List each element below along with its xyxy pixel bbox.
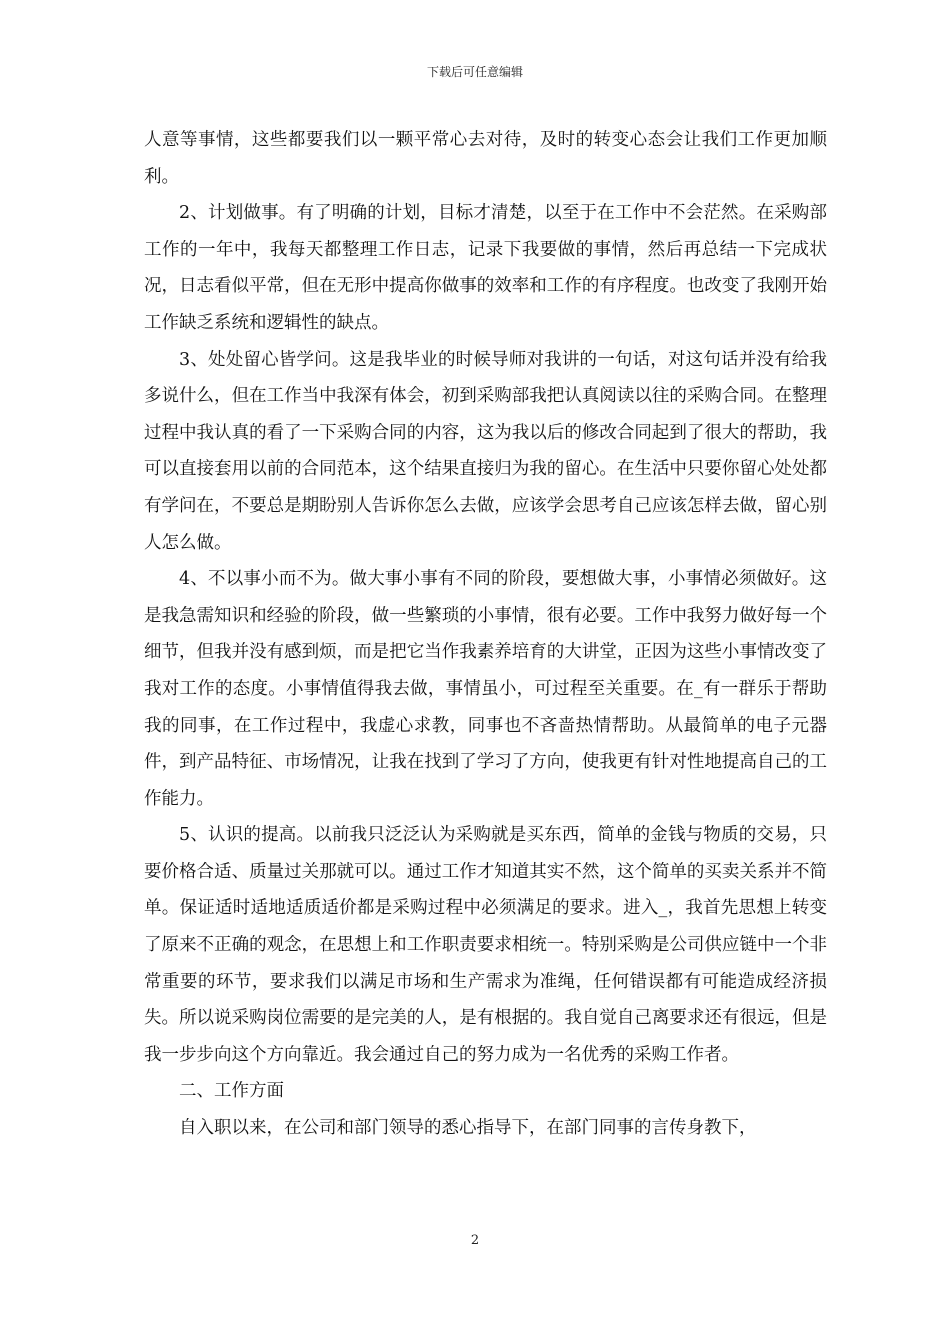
document-body [144,122,827,1147]
page-header: 下载后可任意编辑 [426,65,523,79]
paragraph-small-things: 4、不以事小而不为。做大事小事有不同的阶段，要想做大事，小事情必须做好。这是我急需知识和经验的阶段，做一些繁琐的小事情，很有必要。工作中我努力做好每一个细节，但我并没有感到烦，而是把它当作我素养培育的大讲堂，正因为这些小事情改变了我对工作的态度。小事情值得我去做，事情虽小，可过程至关重要。在_有一群乐于帮助我的同事，在工作过程中，我虚心求教，同事也不吝啬热情帮助。从最简单的电子元器件，到产品特征、市场情况，让我在找到了学习了方向，使我更有针对性地提高自己的工作能力。 [144,569,827,809]
paragraph-understanding: 5、认识的提高。以前我只泛泛认为采购就是买东西，简单的金钱与物质的交易，只要价格合适、质量过关那就可以。通过工作才知道其实不然，这个简单的买卖关系并不简单。保证适时适地适质适价都是采购过程中必须满足的要求。进入_，我首先思想上转变了原来不正确的观念，在思想上和工作职责要求相统一。特别采购是公司供应链中一个非常重要的环节，要求我们以满足市场和生产需求为准绳，任何错误都有可能造成经济损失。所以说采购岗位需要的是完美的人，是有根据的。我自觉自己离要求还有很远，但是我一步步向这个方向靠近。我会通过自己的努力成为一名优秀的采购工作者。 [144,825,827,1065]
paragraph-plan-work: 2、计划做事。有了明确的计划，目标才清楚，以至于在工作中不会茫然。在采购部工作的一年中，我每天都整理工作日志，记录下我要做的事情，然后再总结一下完成状况，日志看似平常，但在无形中提高你做事的效率和工作的有序程度。也改变了我刚开始工作缺乏系统和逻辑性的缺点。 [144,203,827,333]
paragraph-continuation: 人意等事情，这些都要我们以一颗平常心去对待，及时的转变心态会让我们工作更加顺利。 [144,130,827,187]
paragraph-since-joining: 自入职以来，在公司和部门领导的悉心指导下，在部门同事的言传身教下， [179,1118,757,1139]
paragraph-attention-learning: 3、处处留心皆学问。这是我毕业的时候导师对我讲的一句话，对这句话并没有给我多说什么，但在工作当中我深有体会，初到采购部我把认真阅读以往的采购合同。在整理过程中我认真的看了一下采购合同的内容，这为我以后的修改合同起到了很大的帮助，我可以直接套用以前的合同范本，这个结果直接归为我的留心。在生活中只要你留心处处都有学问在，不要总是期盼别人告诉你怎么去做，应该学会思考自己应该怎样去做，留心别人怎么做。 [144,349,827,553]
page-number: 2 [470,1233,480,1248]
section-heading-work: 二、工作方面 [179,1081,284,1102]
